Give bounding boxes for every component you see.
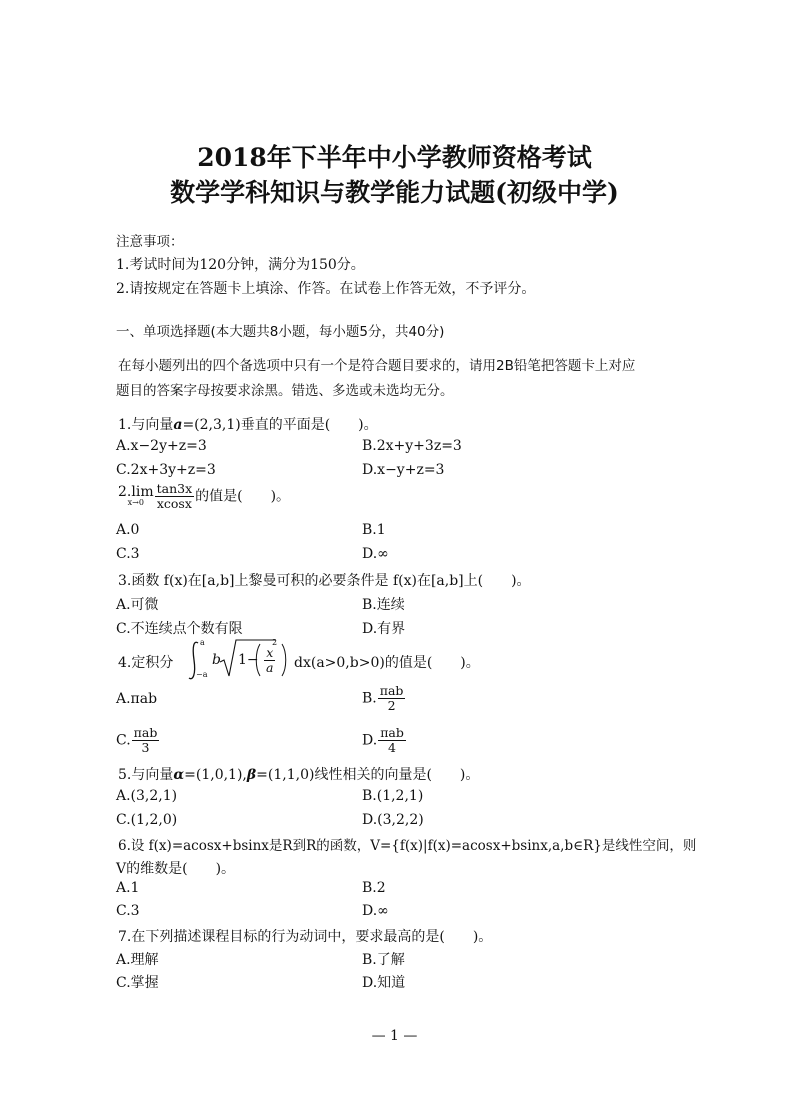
q4-option-c — [116, 726, 160, 755]
q4-c-num: πab — [133, 725, 158, 740]
q4-lower-limit: −a — [196, 670, 208, 679]
q2-fraction — [155, 482, 195, 511]
q5-alpha: α — [173, 767, 185, 783]
section-instructions-1: 在每小题列出的四个备选项中只有一个是符合题目要求的，请用2B铅笔把答题卡上对应 — [118, 358, 636, 374]
q2-numerator: tan3x — [156, 481, 193, 496]
q7-option-c: C.掌握 — [116, 975, 159, 991]
q3-option-c: C.不连续点个数有限 — [116, 621, 243, 637]
q1-vector: a — [173, 417, 183, 433]
q4-upper-limit: a — [200, 638, 205, 647]
q1-option-a: A.x−2y+z=3 — [116, 438, 207, 454]
q2-limit — [118, 485, 154, 507]
q3-option-b: B.连续 — [362, 597, 405, 613]
q4-d-den: 4 — [388, 739, 396, 755]
q2-lim-sub: x→0 — [127, 498, 144, 508]
question-2 — [118, 482, 290, 511]
q4-option-a: A.πab — [116, 691, 158, 707]
q4-b-num: πab — [379, 683, 404, 698]
q4-inner-fraction — [263, 646, 276, 675]
q5-option-b: B.(1,2,1) — [362, 788, 424, 804]
question-7: 7.在下列描述课程目标的行为动词中，要求最高的是( )。 — [118, 929, 493, 945]
section-instructions-2: 题目的答案字母按要求涂黑。错选、多选或未选均无分。 — [116, 383, 454, 399]
q5-prefix: 5.与向量 — [118, 767, 174, 783]
question-6-line-2: V的维数是( )。 — [116, 861, 236, 877]
q3-option-a: A.可微 — [116, 597, 159, 613]
q1-suffix: =(2,3,1)垂直的平面是( )。 — [182, 417, 378, 433]
q6-option-a: A.1 — [116, 880, 140, 896]
q4-b-label: B. — [362, 690, 377, 707]
q7-option-b: B.了解 — [362, 952, 405, 968]
q1-option-b: B.2x+y+3z=3 — [362, 438, 462, 454]
q2-option-b: B.1 — [362, 522, 386, 538]
q4-option-d — [362, 726, 407, 755]
question-1 — [118, 414, 378, 434]
question-5 — [118, 764, 479, 784]
q4-one-minus: 1− — [238, 652, 259, 668]
q6-option-d: D.∞ — [362, 903, 389, 919]
q5-option-d: D.(3,2,2) — [362, 812, 424, 828]
q5-option-a: A.(3,2,1) — [116, 788, 178, 804]
exam-title: 2018年下半年中小学教师资格考试 — [197, 143, 592, 172]
q7-option-d: D.知道 — [362, 975, 406, 991]
notes-item-1: 1.考试时间为120分钟，满分为150分。 — [116, 257, 365, 273]
notes-heading: 注意事项： — [116, 234, 184, 250]
q4-d-num: πab — [380, 725, 404, 740]
q2-option-d: D.∞ — [362, 546, 389, 562]
q4-d-label: D. — [362, 732, 378, 749]
q5-beta: β — [246, 767, 257, 783]
q2-option-c: C.3 — [116, 546, 140, 562]
q4-prefix: 4.定积分 — [118, 655, 174, 671]
q1-prefix: 1.与向量 — [118, 417, 174, 433]
q4-frac-num: x — [264, 646, 275, 661]
q1-option-c: C.2x+3y+z=3 — [116, 462, 216, 478]
q2-denominator: xcosx — [156, 495, 192, 511]
q4-coefficient: b — [212, 652, 221, 668]
q4-frac-den: a — [266, 659, 274, 675]
q7-option-a: A.理解 — [116, 952, 159, 968]
q5-middle: =(1,0,1), — [184, 767, 247, 783]
question-3: 3.函数 f(x)在[a,b]上黎曼可积的必要条件是 f(x)在[a,b]上( )。 — [118, 573, 531, 589]
q2-suffix: 的值是( )。 — [195, 488, 291, 505]
page-number: — 1 — — [371, 1028, 418, 1044]
q4-b-den: 2 — [387, 697, 396, 713]
q3-option-d: D.有界 — [362, 621, 406, 637]
q4-option-b — [362, 684, 406, 713]
q6-option-b: B.2 — [362, 880, 386, 896]
q5-option-c: C.(1,2,0) — [116, 812, 178, 828]
q4-exponent: 2 — [272, 638, 278, 647]
q4-c-label: C. — [116, 732, 131, 749]
q4-suffix: dx(a>0,b>0)的值是( )。 — [294, 655, 480, 671]
q6-option-c: C.3 — [116, 903, 140, 919]
q2-lim-label: 2.lim — [118, 484, 154, 501]
q5-suffix: =(1,1,0)线性相关的向量是( )。 — [256, 767, 480, 783]
exam-subtitle: 数学学科知识与教学能力试题(初级中学) — [170, 178, 619, 207]
q2-option-a: A.0 — [116, 522, 140, 538]
question-6-line-1: 6.设 f(x)=acosx+bsinx是R到R的函数，V={f(x)|f(x)=acosx+bsinx,a,b∈R}是线性空间，则 — [118, 838, 697, 854]
q1-option-d: D.x−y+z=3 — [362, 462, 445, 478]
q4-c-den: 3 — [141, 739, 150, 755]
notes-item-2: 2.请按规定在答题卡上填涂、作答。在试卷上作答无效，不予评分。 — [116, 281, 536, 297]
section-heading: 一、单项选择题(本大题共8小题，每小题5分，共40分) — [116, 324, 445, 340]
